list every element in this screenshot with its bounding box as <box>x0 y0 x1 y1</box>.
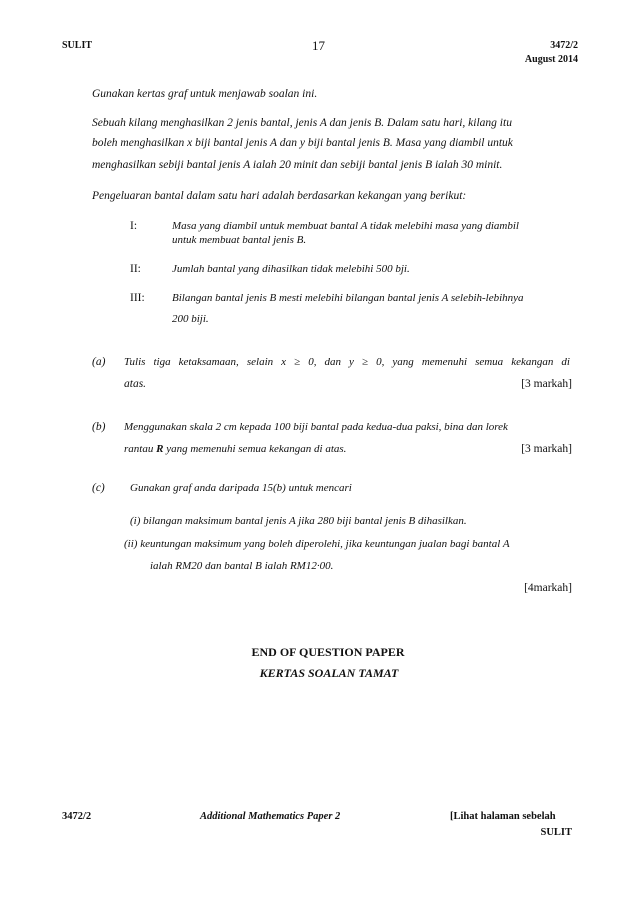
question-c-part-ii-line1: (ii) keuntungan maksimum yang boleh diperolehi, jika keuntungan jualan bagi bantal A <box>124 538 510 550</box>
question-b-label: (b) <box>92 421 106 433</box>
constraints-intro: Pengeluaran bantal dalam satu hari adalah berdasarkan kekangan yang berikut: <box>92 190 467 202</box>
constraint-3-number: III: <box>130 292 145 304</box>
constraint-1-number: I: <box>130 220 138 232</box>
constraint-2-number: II: <box>130 263 141 275</box>
question-paragraph-line1: Sebuah kilang menghasilkan 2 jenis bantal, jenis A dan jenis B. Dalam satu hari, kilang itu <box>92 117 512 129</box>
constraint-3-line1: Bilangan bantal jenis B mesti melebihi bilangan bantal jenis A selebih-lebihnya <box>172 292 524 304</box>
region-r-symbol: R <box>156 443 164 455</box>
question-c-label: (c) <box>92 482 105 494</box>
footer-next-page: [Lihat halaman sebelah <box>450 811 556 822</box>
question-c-part-i: (i) bilangan maksimum bantal jenis A jika 280 biji bantal jenis B dihasilkan. <box>130 515 467 527</box>
question-a-line2: atas. <box>124 378 147 390</box>
end-of-paper-english: END OF QUESTION PAPER <box>251 645 405 659</box>
question-a-label: (a) <box>92 356 106 368</box>
end-of-paper-malay: KERTAS SOALAN TAMAT <box>259 666 399 680</box>
constraint-3-line2: 200 biji. <box>172 313 209 325</box>
constraint-1-line1: Masa yang diambil untuk membuat bantal A tidak melebihi masa yang diambil <box>172 220 519 232</box>
footer-paper-title: Additional Mathematics Paper 2 <box>200 811 341 822</box>
question-c-marks: [4markah] <box>524 582 572 594</box>
header-sulit: SULIT <box>62 40 93 51</box>
header-date: August 2014 <box>524 54 578 65</box>
question-b-line1: Menggunakan skala 2 cm kepada 100 biji bantal pada kedua-dua paksi, bina dan lorek <box>124 421 508 433</box>
question-b-line2: rantau R yang memenuhi semua kekangan di atas. <box>124 443 347 455</box>
footer-sulit: SULIT <box>540 827 572 838</box>
instruction-text: Gunakan kertas graf untuk menjawab soalan ini. <box>92 88 318 100</box>
question-a-line1: Tulis tiga ketaksamaan, selain x ≥ 0, dan y ≥ 0, yang memenuhi semua kekangan di <box>124 356 570 368</box>
question-paragraph-line2: boleh menghasilkan x biji bantal jenis A dan y biji bantal jenis B. Masa yang diambil untuk <box>92 137 513 149</box>
question-c-part-ii-line2: ialah RM20 dan bantal B ialah RM12·00. <box>150 560 334 572</box>
constraint-1-line2: untuk membuat bantal jenis B. <box>172 234 307 246</box>
footer-paper-code: 3472/2 <box>62 811 92 822</box>
constraint-2-line1: Jumlah bantal yang dihasilkan tidak melebihi 500 bji. <box>172 263 410 275</box>
question-b-marks: [3 markah] <box>521 443 572 455</box>
question-c-line1: Gunakan graf anda daripada 15(b) untuk mencari <box>130 482 352 494</box>
header-paper-code: 3472/2 <box>550 40 578 51</box>
page-number: 17 <box>312 38 325 53</box>
question-paragraph-line3: menghasilkan sebiji bantal jenis A ialah 20 minit dan sebiji bantal jenis B ialah 30 minit. <box>92 159 503 171</box>
question-a-marks: [3 markah] <box>521 378 572 390</box>
